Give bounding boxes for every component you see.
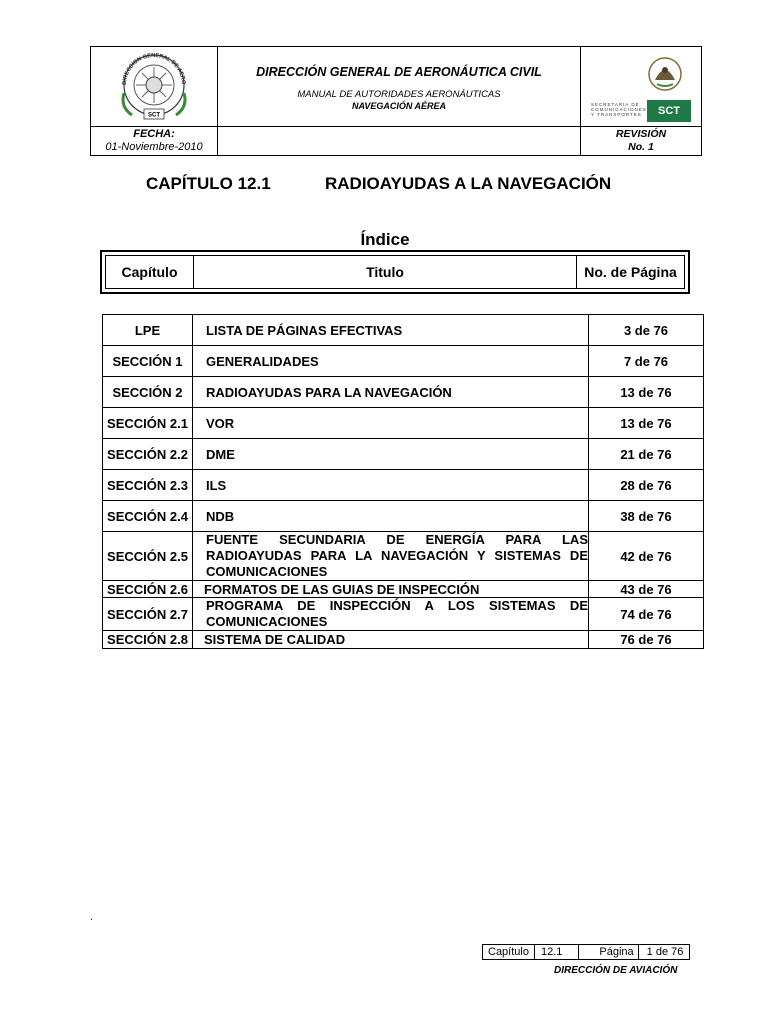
empty-cell (218, 127, 581, 156)
row-page: 74 de 76 (589, 598, 704, 631)
revision-value: No. 1 (628, 141, 654, 153)
sct-logo-cell (581, 47, 702, 127)
row-title: GENERALIDADES (193, 346, 589, 377)
row-page: 42 de 76 (589, 532, 704, 581)
table-row (103, 631, 704, 649)
svg-text:SCT: SCT (148, 112, 160, 119)
row-page: 28 de 76 (589, 470, 704, 501)
row-section: SECCIÓN 2.6 (103, 581, 193, 598)
dgac-seal-logo (112, 47, 196, 121)
row-section: SECCIÓN 2.7 (103, 598, 193, 631)
row-section: SECCIÓN 2.3 (103, 470, 193, 501)
row-section: SECCIÓN 2.5 (103, 532, 193, 581)
date-cell (91, 127, 218, 156)
row-title: DME (193, 439, 589, 470)
row-title: LISTA DE PÁGINAS EFECTIVAS (193, 315, 589, 346)
chapter-title: RADIOAYUDAS A LA NAVEGACIÓN (325, 174, 612, 193)
row-page: 21 de 76 (589, 439, 704, 470)
table-row (103, 346, 704, 377)
table-row (103, 501, 704, 532)
table-row (103, 377, 704, 408)
chapter-number: CAPÍTULO 12.1 (146, 174, 271, 193)
row-title: ILS (193, 470, 589, 501)
row-title: SISTEMA DE CALIDAD (193, 631, 589, 649)
row-section: SECCIÓN 2.4 (103, 501, 193, 532)
column-header-title: Titulo (194, 256, 577, 288)
manual-name: MANUAL DE AUTORIDADES AERONÁUTICAS (297, 88, 501, 100)
table-row (103, 315, 704, 346)
mexico-eagle-emblem-icon (645, 54, 685, 94)
revision-label: REVISIÓN (615, 128, 667, 140)
manual-section: NAVEGACIÓN AÉREA (351, 100, 446, 111)
header-title-cell (218, 47, 581, 127)
table-row (103, 470, 704, 501)
table-row (103, 439, 704, 470)
row-section: LPE (103, 315, 193, 346)
stray-mark: . (90, 912, 93, 923)
row-page: 7 de 76 (589, 346, 704, 377)
svg-text:DIRECCION GENERAL DE AERONAUTI: DIRECCION GENERAL DE AERO (121, 52, 187, 86)
row-title: NDB (193, 501, 589, 532)
table-row (103, 598, 704, 631)
column-header-page: No. de Página (584, 264, 677, 280)
footer-page-label: Página (579, 945, 638, 960)
row-title: VOR (193, 408, 589, 439)
row-section: SECCIÓN 2 (103, 377, 193, 408)
index-column-header (100, 250, 690, 294)
header-title: DIRECCIÓN GENERAL DE AERONÁUTICA CIVIL (256, 64, 542, 79)
date-value: 01-Noviembre-2010 (105, 141, 203, 153)
table-row (103, 581, 704, 598)
row-section: SECCIÓN 1 (103, 346, 193, 377)
row-page: 38 de 76 (589, 501, 704, 532)
row-title: RADIOAYUDAS PARA LA NAVEGACIÓN (193, 377, 589, 408)
document-header (90, 46, 702, 156)
revision-cell (581, 127, 702, 156)
row-section: SECCIÓN 2.2 (103, 439, 193, 470)
footer-direction: DIRECCIÓN DE AVIACIÓN (554, 965, 678, 976)
row-section: SECCIÓN 2.1 (103, 408, 193, 439)
row-page: 13 de 76 (589, 377, 704, 408)
row-page: 43 de 76 (589, 581, 704, 598)
table-row (103, 532, 704, 581)
date-label: FECHA: (133, 128, 175, 140)
row-page: 3 de 76 (589, 315, 704, 346)
page-footer-box (482, 944, 690, 960)
footer-chapter-value: 12.1 (534, 945, 578, 960)
sct-secretaria-text: SECRETARÍA DE COMUNICACIONES Y TRANSPORTES (591, 101, 647, 117)
index-table (102, 314, 704, 649)
footer-page-value: 1 de 76 (638, 945, 690, 960)
sct-badge: SCT (647, 100, 691, 122)
row-title: FUENTE SECUNDARIA DE ENERGÍA PARA LAS RADIOAYUDAS PARA LA NAVEGACIÓN Y SISTEMAS DE COMUNICACIONES (193, 532, 589, 581)
table-row (103, 408, 704, 439)
footer-chapter-label: Capítulo (483, 945, 535, 960)
row-section: SECCIÓN 2.8 (103, 631, 193, 649)
dgac-logo-cell (91, 47, 218, 127)
row-title: PROGRAMA DE INSPECCIÓN A LOS SISTEMAS DE COMUNICACIONES (193, 598, 589, 631)
row-title: FORMATOS DE LAS GUIAS DE INSPECCIÓN (193, 581, 589, 598)
row-page: 13 de 76 (589, 408, 704, 439)
index-title: Índice (360, 230, 410, 249)
column-header-chapter: Capítulo (106, 256, 194, 288)
row-page: 76 de 76 (589, 631, 704, 649)
